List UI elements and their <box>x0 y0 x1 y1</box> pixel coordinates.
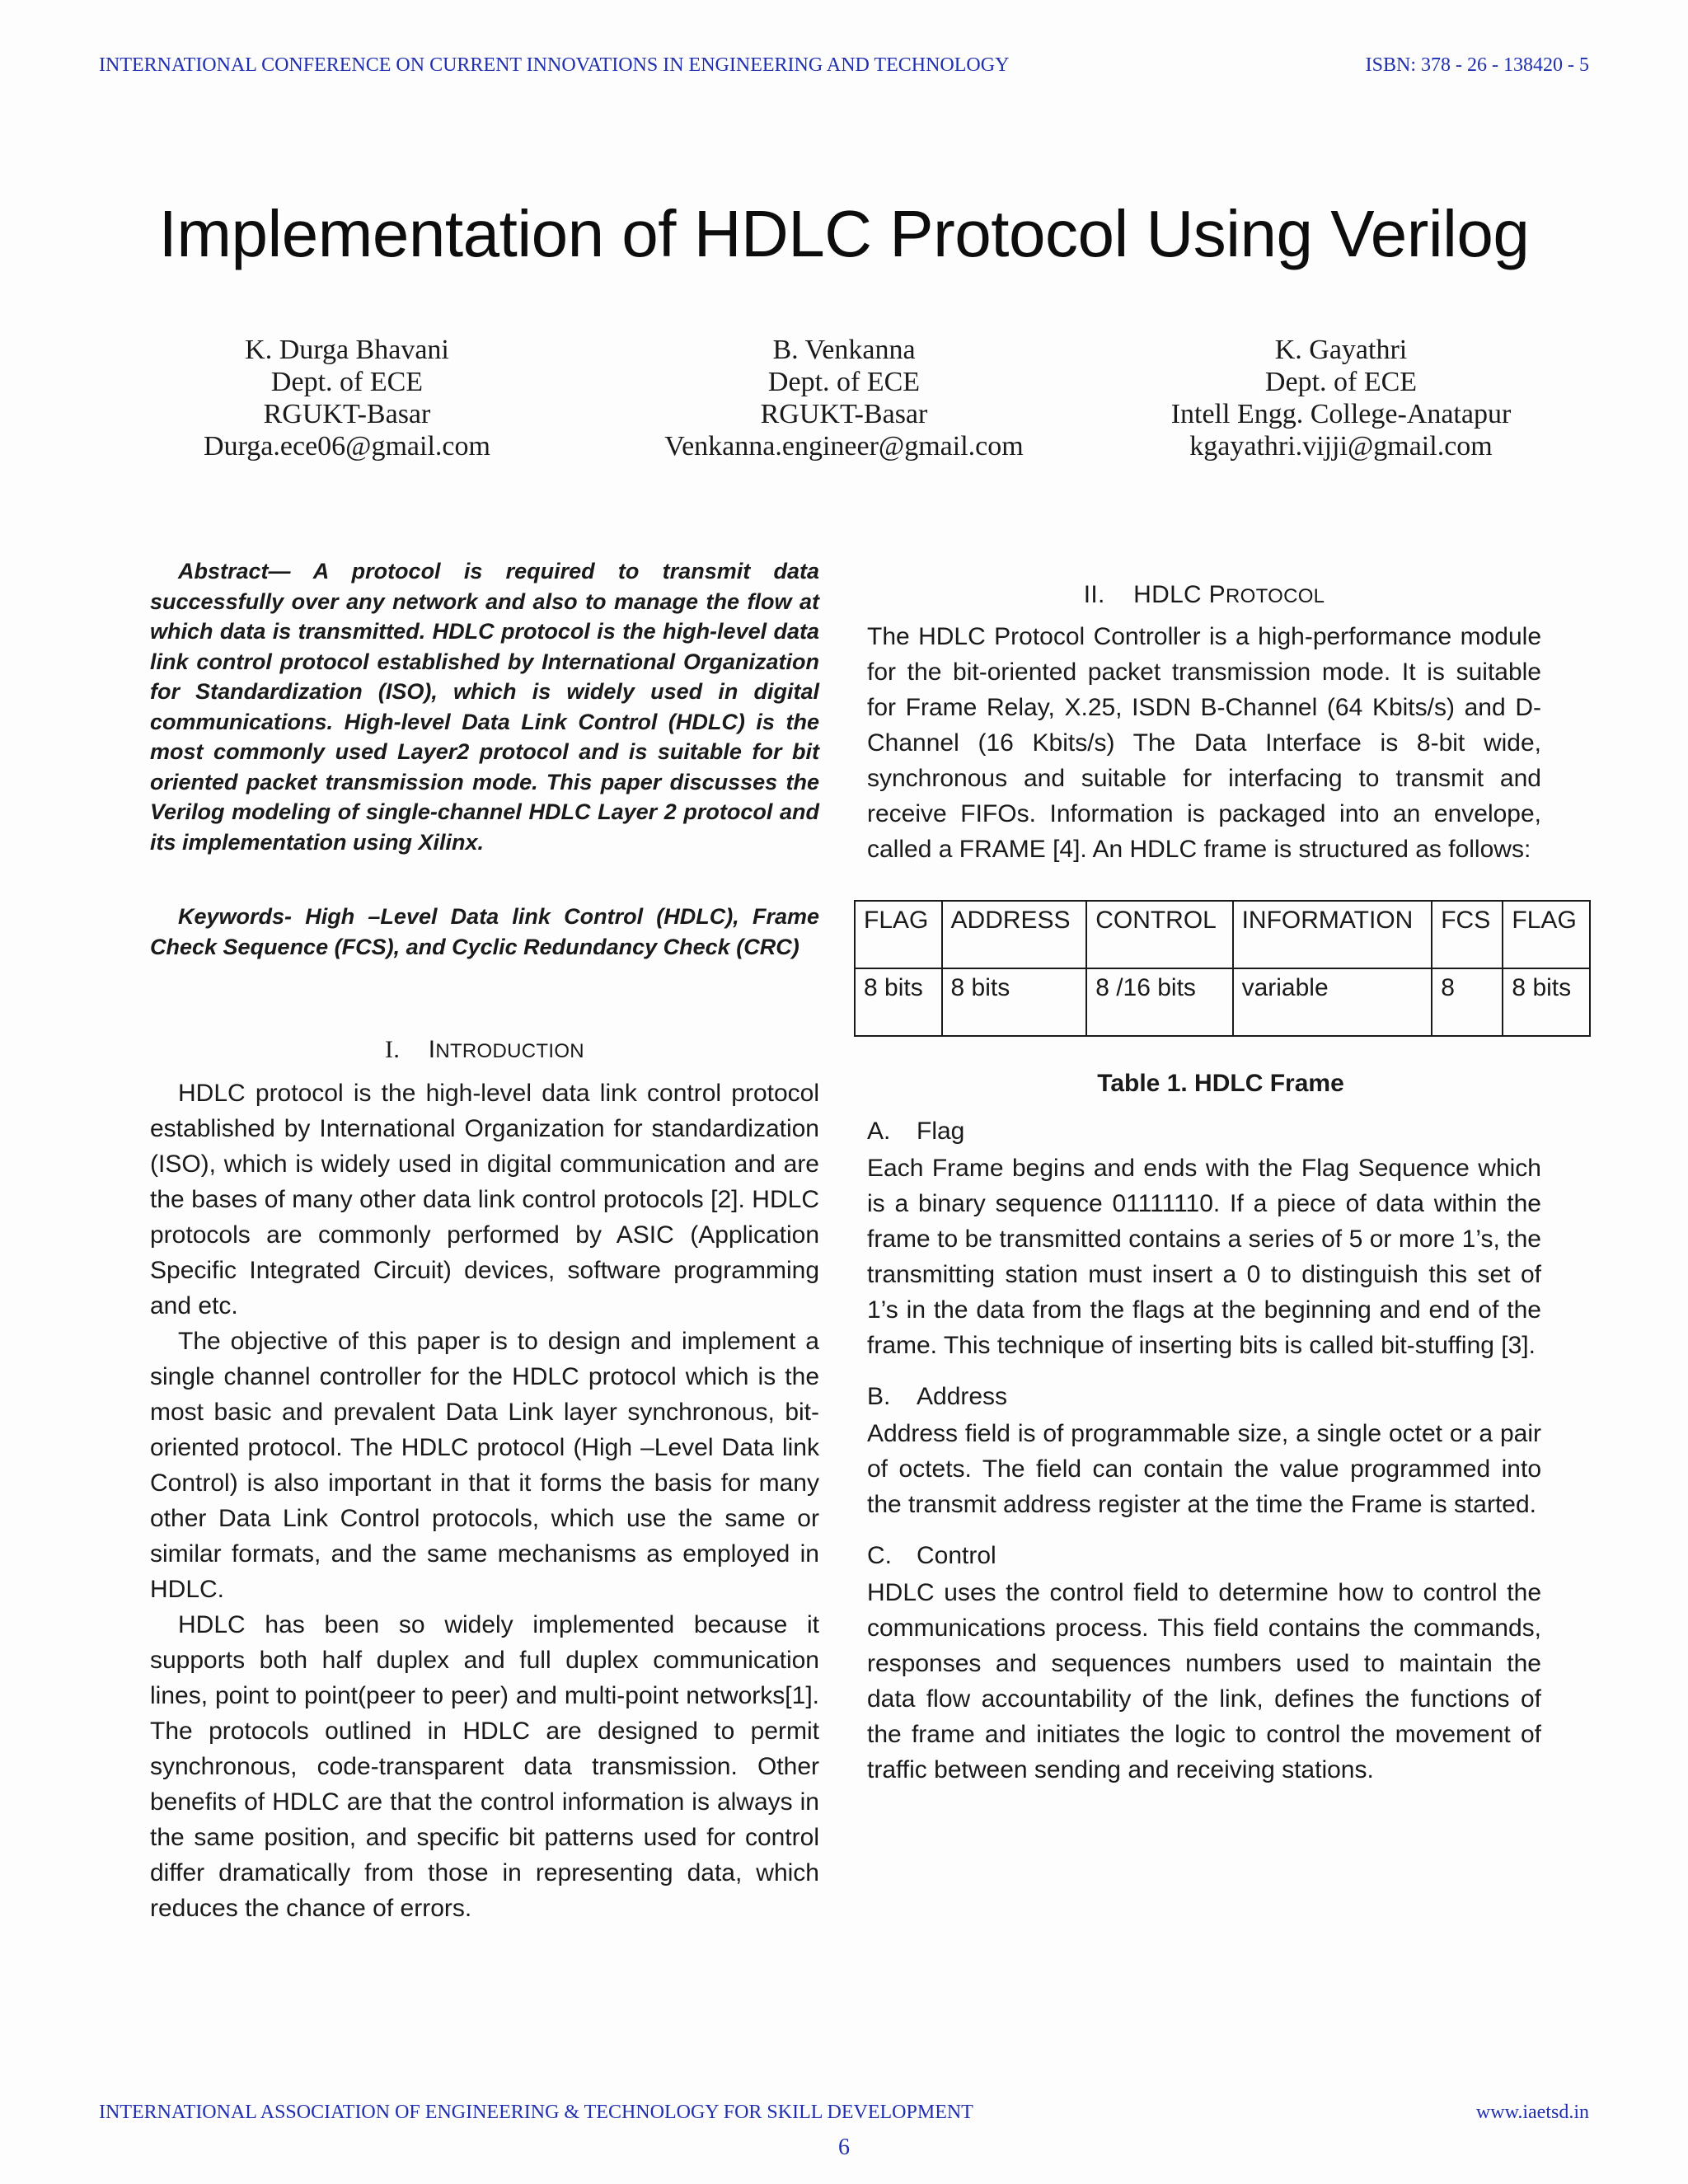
isbn-header: ISBN: 378 - 26 - 138420 - 5 <box>1365 54 1589 76</box>
author-dept: Dept. of ECE <box>767 367 921 397</box>
subsection-label: B. <box>867 1383 891 1410</box>
address-paragraph: Address field is of programmable size, a single octet or a pair of octets. The field can contain the value programmed into the transmit address register at the time the Frame is started. <box>867 1420 1541 1518</box>
section-title-initial: I <box>428 1036 436 1063</box>
website-link[interactable]: www.iaetsd.in <box>1475 2102 1589 2123</box>
hdlc-frame-table <box>854 900 1591 1037</box>
author-institution: Intell Engg. College-Anatapur <box>1170 399 1512 429</box>
section-heading-hdlc-protocol <box>867 581 1541 609</box>
section-number: I. <box>385 1036 401 1063</box>
page-number: 6 <box>838 2135 850 2160</box>
author-dept: Dept. of ECE <box>270 367 424 397</box>
subsection-title: Flag <box>917 1118 965 1145</box>
table-cell: 8 bits <box>855 968 942 1036</box>
table-cell: variable <box>1233 968 1432 1036</box>
author-email: Durga.ece06@gmail.com <box>204 431 490 462</box>
subsection-heading-control <box>867 1542 1541 1570</box>
author-institution: RGUKT-Basar <box>760 399 928 429</box>
right-column <box>864 556 1577 1788</box>
table-row <box>855 968 1590 1036</box>
section-number: II. <box>1083 581 1105 608</box>
table-cell: FCS <box>1432 901 1503 968</box>
subsection-label: A. <box>867 1118 891 1145</box>
author-email: kgayathri.vijji@gmail.com <box>1189 431 1493 462</box>
intro-paragraph: HDLC protocol is the high-level data link control protocol established by International Organization for standardization (ISO), which is widely used in digital communication and are the bases of many other data link control protocols [2]. HDLC protocols are commonly performed by ASIC (Application Specific Integrated Circuit) devices, software programming and etc. <box>150 1080 819 1319</box>
table-cell: FLAG <box>1503 901 1590 968</box>
left-column <box>150 556 819 1926</box>
author-name: K. Durga Bhavani <box>245 335 449 365</box>
subsection-heading-flag <box>867 1118 1541 1146</box>
table-cell: ADDRESS <box>942 901 1087 968</box>
section-title-rest: ROTOCOL <box>1225 585 1325 607</box>
section-title-rest: NTRODUCTION <box>435 1040 584 1062</box>
intro-paragraph: The objective of this paper is to design and implement a single channel controller for the HDLC protocol which is the most basic and prevalent Data Link layer synchronous, bit-oriented protocol. The HDLC protocol (High –Level Data link Control) is also important in that it forms the basis for many other Data Link Control protocols, which use the same or similar formats, and the same mechanisms as employed in HDLC. <box>150 1328 819 1603</box>
table-cell: 8 bits <box>1503 968 1590 1036</box>
table-cell: INFORMATION <box>1233 901 1432 968</box>
table-cell: FLAG <box>855 901 942 968</box>
table-cell: CONTROL <box>1086 901 1232 968</box>
author-dept: Dept. of ECE <box>1264 367 1418 397</box>
table-cell: 8 /16 bits <box>1086 968 1232 1036</box>
table-cell: 8 <box>1432 968 1503 1036</box>
abstract: Abstract— A protocol is required to transmit data successfully over any network and also to manage the flow at which data is transmitted. HDLC protocol is the high-level data link control protocol established by International Organization for Standardization (ISO), which is widely used in digital communications. High-level Data Link Control (HDLC) is the most commonly used Layer2 protocol and is suitable for bit oriented packet transmission mode. This paper discusses the Verilog modeling of single-channel HDLC Layer 2 protocol and its implementation using Xilinx. <box>150 559 819 855</box>
control-paragraph: HDLC uses the control field to determine how to control the communications process. This field contains the commands, responses and sequences numbers used to maintain the data flow accountability of the link, defines the functions of the frame and initiates the logic to control the movement of traffic between sending and receiving stations. <box>867 1579 1541 1783</box>
flag-paragraph: Each Frame begins and ends with the Flag Sequence which is a binary sequence 01111110. If a piece of data within the frame to be transmitted contains a series of 5 or more 1’s, the transmitting station must insert a 0 to distinguish this set of 1’s in the data from the flags at the beginning and end of the frame. This technique of inserting bits is called bit-stuffing [3]. <box>867 1155 1541 1359</box>
conference-header: INTERNATIONAL CONFERENCE ON CURRENT INNOVATIONS IN ENGINEERING AND TECHNOLOGY <box>99 54 1010 76</box>
association-footer: INTERNATIONAL ASSOCIATION OF ENGINEERING & TECHNOLOGY FOR SKILL DEVELOPMENT <box>99 2102 973 2123</box>
section-heading-introduction <box>150 1036 819 1064</box>
author-name: K. Gayathri <box>1274 335 1408 365</box>
author-block <box>100 334 594 462</box>
hdlc-paragraph: The HDLC Protocol Controller is a high-performance module for the bit-oriented packet transmission mode. It is suitable for Frame Relay, X.25, ISDN B-Channel (64 Kbits/s) and D-Channel (16 Kbits/s) The Data Interface is 8-bit wide, synchronous and suitable for interfacing to transmit and receive FIFOs. Information is packaged into an envelope, called a FRAME [4]. An HDLC frame is structured as follows: <box>867 623 1541 863</box>
subsection-title: Address <box>917 1383 1008 1410</box>
keywords: Keywords- High –Level Data link Control (HDLC), Frame Check Sequence (FCS), and Cyclic Redundancy Check (CRC) <box>150 904 819 959</box>
table-cell: 8 bits <box>942 968 1087 1036</box>
author-name: B. Venkanna <box>772 335 916 365</box>
section-title-initial: HDLC P <box>1133 581 1226 608</box>
subsection-title: Control <box>917 1542 996 1569</box>
author-block <box>1094 334 1588 462</box>
table-header-row <box>855 901 1590 968</box>
table-caption: Table 1. HDLC Frame <box>1097 1070 1344 1097</box>
author-institution: RGUKT-Basar <box>263 399 431 429</box>
subsection-label: C. <box>867 1542 892 1569</box>
author-block <box>597 334 1091 462</box>
subsection-heading-address <box>867 1383 1541 1411</box>
paper-title: Implementation of HDLC Protocol Using Verilog <box>158 197 1530 270</box>
intro-paragraph: HDLC has been so widely implemented because it supports both half duplex and full duplex communication lines, point to point(peer to peer) and multi-point networks[1]. The protocols outlined in HDLC are designed to permit synchronous, code-transparent data transmission. Other benefits of HDLC are that the control information is always in the same position, and specific bit patterns used for control differ dramatically from those in representing data, which reduces the chance of errors. <box>150 1611 819 1922</box>
author-email: Venkanna.engineer@gmail.com <box>664 431 1024 462</box>
